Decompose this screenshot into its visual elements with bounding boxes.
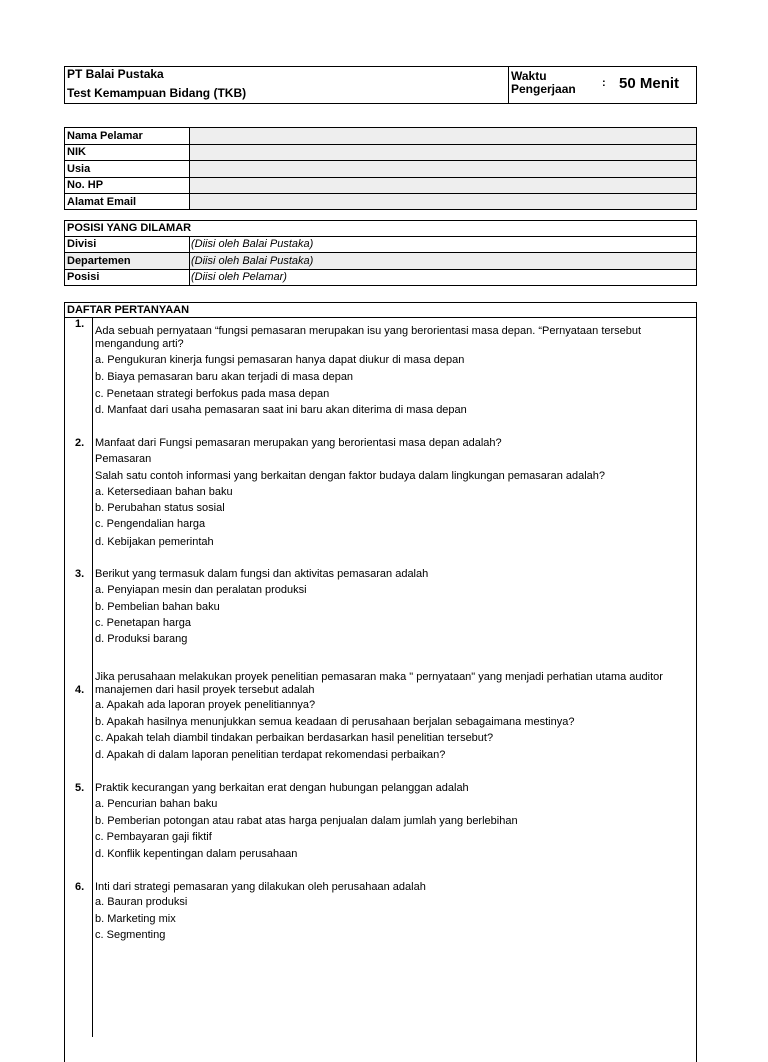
field-hp: No. HP <box>67 179 104 191</box>
option-item[interactable]: b. Pemberian potongan atau rabat atas harga penjualan dalam jumlah yang berlebihan <box>95 815 518 827</box>
question-text: Ada sebuah pernyataan “fungsi pemasaran merupakan isu yang berorientasi masa depan. “Pernyataan tersebut mengandung arti? <box>95 325 642 350</box>
option-item[interactable]: c. Apakah telah diambil tindakan perbaikan berdasarkan hasil penelitian tersebut? <box>95 732 494 744</box>
option-item[interactable]: c. Penetaan strategi berfokus pada masa depan <box>95 388 330 400</box>
option-item[interactable]: b. Biaya pemasaran baru akan terjadi di masa depan <box>95 371 354 383</box>
input-usia[interactable] <box>190 161 696 177</box>
question-text: Praktik kecurangan yang berkaitan erat dengan hubungan pelanggan adalah <box>95 782 469 794</box>
field-email: Alamat Email <box>67 196 137 208</box>
option-item[interactable]: b. Marketing mix <box>95 913 176 925</box>
position-label-departemen: Departemen <box>67 255 131 267</box>
option-item[interactable]: a. Ketersediaan bahan baku <box>95 486 233 498</box>
question-text: Berikut yang termasuk dalam fungsi dan aktivitas pemasaran adalah <box>95 568 429 580</box>
option-item[interactable]: a. Pengukuran kinerja fungsi pemasaran hanya dapat diukur di masa depan <box>95 354 465 366</box>
input-nama[interactable] <box>190 128 696 144</box>
time-label: Waktu <box>511 69 547 83</box>
input-email[interactable] <box>190 194 696 209</box>
field-nama: Nama Pelamar <box>67 130 143 142</box>
option-item[interactable]: d. Produksi barang <box>95 633 188 645</box>
question-text: Manfaat dari Fungsi pemasaran merupakan yang berorientasi masa depan adalah? <box>95 437 502 449</box>
option-item[interactable]: a. Bauran produksi <box>95 896 188 908</box>
field-nik: NIK <box>67 146 86 158</box>
input-hp[interactable] <box>190 178 696 193</box>
company-name: PT Balai Pustaka <box>67 67 164 81</box>
question-number: 5. <box>75 782 85 794</box>
question-number: 2. <box>75 437 85 449</box>
position-label-posisi: Posisi <box>67 271 100 283</box>
questions-heading: DAFTAR PERTANYAAN <box>67 304 190 316</box>
question-number: 4. <box>75 684 85 696</box>
option-item[interactable]: c. Pembayaran gaji fiktif <box>95 831 212 843</box>
option-item[interactable]: b. Apakah hasilnya menunjukkan semua keadaan di perusahaan berjalan sebagaimana mestinya? <box>95 716 575 728</box>
position-label-divisi: Divisi <box>67 238 97 250</box>
position-heading: POSISI YANG DILAMAR <box>67 222 192 234</box>
option-item[interactable]: c. Penetapan harga <box>95 617 192 629</box>
option-item[interactable]: d. Manfaat dari usaha pemasaran saat ini baru akan diterima di masa depan <box>95 404 467 416</box>
position-value-departemen[interactable]: (Diisi oleh Balai Pustaka) <box>191 255 314 267</box>
question-number: 3. <box>75 568 85 580</box>
question-text: Inti dari strategi pemasaran yang dilakukan oleh perusahaan adalah <box>95 881 426 893</box>
question-number: 1. <box>75 318 85 330</box>
field-usia: Usia <box>67 163 91 175</box>
option-item[interactable]: b. Pembelian bahan baku <box>95 601 220 613</box>
option-item[interactable]: a. Pencurian bahan baku <box>95 798 218 810</box>
option-item[interactable]: d. Kebijakan pemerintah <box>95 536 214 548</box>
option-item[interactable]: b. Perubahan status sosial <box>95 502 225 514</box>
time-colon: : <box>602 77 606 89</box>
input-nik[interactable] <box>190 145 696 160</box>
question-text: Jika perusahaan melakukan proyek penelitian pemasaran maka " pernyataan" yang menjadi perhatian utama auditor manajemen dari hasil proyek tersebut adalah <box>95 671 663 696</box>
duration: 50 Menit <box>619 75 680 92</box>
option-item[interactable]: a. Penyiapan mesin dan peralatan produksi <box>95 584 307 596</box>
option-item[interactable]: d. Apakah di dalam laporan penelitian terdapat rekomendasi perbaikan? <box>95 749 446 761</box>
option-item[interactable]: c. Pengendalian harga <box>95 518 206 530</box>
question-number: 6. <box>75 881 85 893</box>
option-item[interactable]: d. Konflik kepentingan dalam perusahaan <box>95 848 298 860</box>
question-extra: Pemasaran <box>95 453 152 465</box>
position-value-divisi[interactable]: (Diisi oleh Balai Pustaka) <box>191 238 314 250</box>
question-extra: Salah satu contoh informasi yang berkaitan dengan faktor budaya dalam lingkungan pemasaran adalah? <box>95 470 606 482</box>
position-value-posisi[interactable]: (Diisi oleh Pelamar) <box>191 271 287 283</box>
time-label-2: Pengerjaan <box>511 82 576 96</box>
option-item[interactable]: a. Apakah ada laporan proyek penelitiannya? <box>95 699 316 711</box>
option-item[interactable]: c. Segmenting <box>95 929 166 941</box>
test-title: Test Kemampuan Bidang (TKB) <box>67 86 247 100</box>
